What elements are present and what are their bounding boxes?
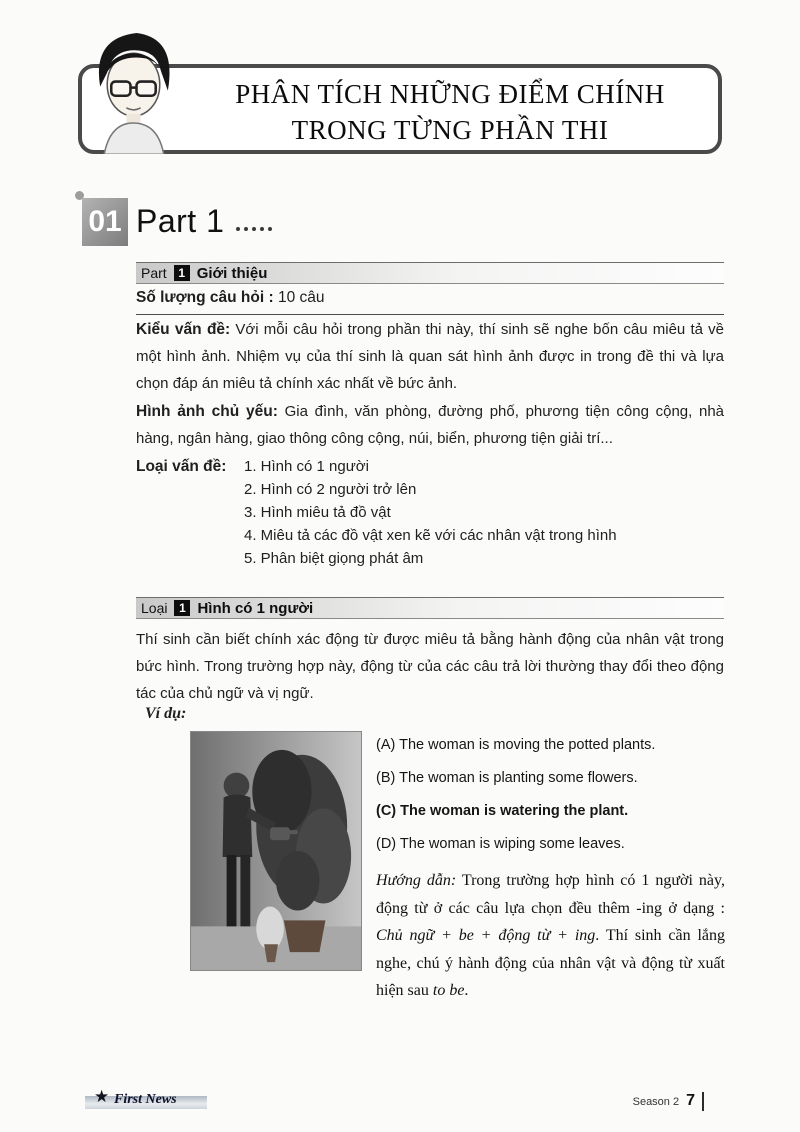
avatar-icon <box>86 28 182 154</box>
category-item: 4. Miêu tả các đồ vật xen kẽ với các nhân vật trong hình <box>244 527 617 544</box>
example-photo-woman-watering-plant <box>190 731 362 971</box>
problem-categories-list <box>244 455 617 570</box>
option-b: (B) The woman is planting some flowers. <box>376 770 638 786</box>
publisher-logo: First News <box>114 1092 177 1107</box>
part-heading-label: Part 1 <box>136 203 225 239</box>
question-type-paragraph <box>136 316 724 397</box>
option-d: (D) The woman is wiping some leaves. <box>376 836 625 852</box>
question-count-value: 10 câu <box>273 289 325 306</box>
type1-bar-prefix: Loại <box>141 600 168 616</box>
question-type-label: Kiểu vấn đề: <box>136 321 231 338</box>
guide-paragraph <box>376 867 725 1005</box>
category-item: 5. Phân biệt giọng phát âm <box>244 550 424 567</box>
type1-section-bar <box>136 597 724 619</box>
category-item: 1. Hình có 1 người <box>244 458 369 475</box>
question-count-label: Số lượng câu hỏi : <box>136 289 274 306</box>
guide-text-3: . <box>464 982 469 999</box>
guide-label: Hướng dẫn: <box>376 872 457 889</box>
part-number-badge: 01 <box>82 198 128 246</box>
type1-bar-label: Hình có 1 người <box>197 599 314 617</box>
problem-categories-label: Loại vấn đề: <box>136 458 227 475</box>
intro-bar-prefix: Part <box>141 265 167 281</box>
page-number: 7 <box>686 1092 695 1109</box>
photo-placeholder-illustration <box>191 732 361 970</box>
guide-text-1: Trong trường hợp hình có 1 người này, động từ ở các câu lựa chọn đều thêm -ing ở dạng : <box>376 872 725 917</box>
guide-formula: Chủ ngữ + be + động từ + ing <box>376 927 596 944</box>
guide-tobe: to be <box>432 982 465 999</box>
page-title-line2: TRONG TỪNG PHẦN THI <box>291 115 609 145</box>
page-title-line1: PHÂN TÍCH NHỮNG ĐIỂM CHÍNH <box>235 79 665 109</box>
season-label: Season 2 <box>632 1096 680 1108</box>
intro-bar-number-badge: 1 <box>174 265 190 281</box>
example-label: Ví dụ: <box>145 705 187 722</box>
main-images-text: Gia đình, văn phòng, đường phố, phương tiện công cộng, nhà hàng, ngân hàng, giao thông công cộng, núi, biển, phương tiện giải trí... <box>136 403 725 447</box>
category-item: 2. Hình có 2 người trở lên <box>244 481 417 498</box>
boy-with-glasses-illustration <box>86 28 182 154</box>
heading-dots-decoration <box>236 227 272 231</box>
question-count-row <box>136 287 724 315</box>
type1-description: Thí sinh cần biết chính xác động từ được miêu tả bằng hành động của nhân vật trong bức hình. Trong trường hợp này, động từ của các câu trả lời thường thay đổi theo động tác của chủ ngữ và vị ngữ. <box>136 631 724 702</box>
intro-section-bar-wrap <box>136 262 724 284</box>
problem-categories-block <box>136 455 724 570</box>
main-images-label: Hình ảnh chủ yếu: <box>136 403 278 420</box>
type1-bar-number-badge: 1 <box>174 600 190 616</box>
option-c-correct: (C) The woman is watering the plant. <box>376 803 629 819</box>
guide-text-2: . Thí sinh cần lắng nghe, chú ý hành động của nhân vật và động từ xuất hiện sau <box>376 927 725 999</box>
chapter-header-box <box>78 64 722 154</box>
type1-section-bar-wrap <box>136 597 724 619</box>
main-images-paragraph <box>136 398 724 452</box>
star-icon: ★ <box>94 1087 110 1106</box>
question-type-text: Với mỗi câu hỏi trong phần thi này, thí sinh sẽ nghe bốn câu miêu tả về một hình ảnh. Nhiệm vụ của thí sinh là quan sát hình ảnh được in trong đề thi và lựa chọn đáp án miêu tả chính xác nhất về bức ảnh. <box>136 321 724 392</box>
intro-bar-label: Giới thiệu <box>196 264 268 282</box>
footer-page-info <box>633 1092 704 1111</box>
intro-section-bar <box>136 262 724 284</box>
option-a: (A) The woman is moving the potted plants. <box>376 737 656 753</box>
answer-column <box>376 731 725 1005</box>
part-heading <box>136 203 272 240</box>
example-block <box>190 731 725 1005</box>
category-item: 3. Hình miêu tả đồ vật <box>244 504 391 521</box>
